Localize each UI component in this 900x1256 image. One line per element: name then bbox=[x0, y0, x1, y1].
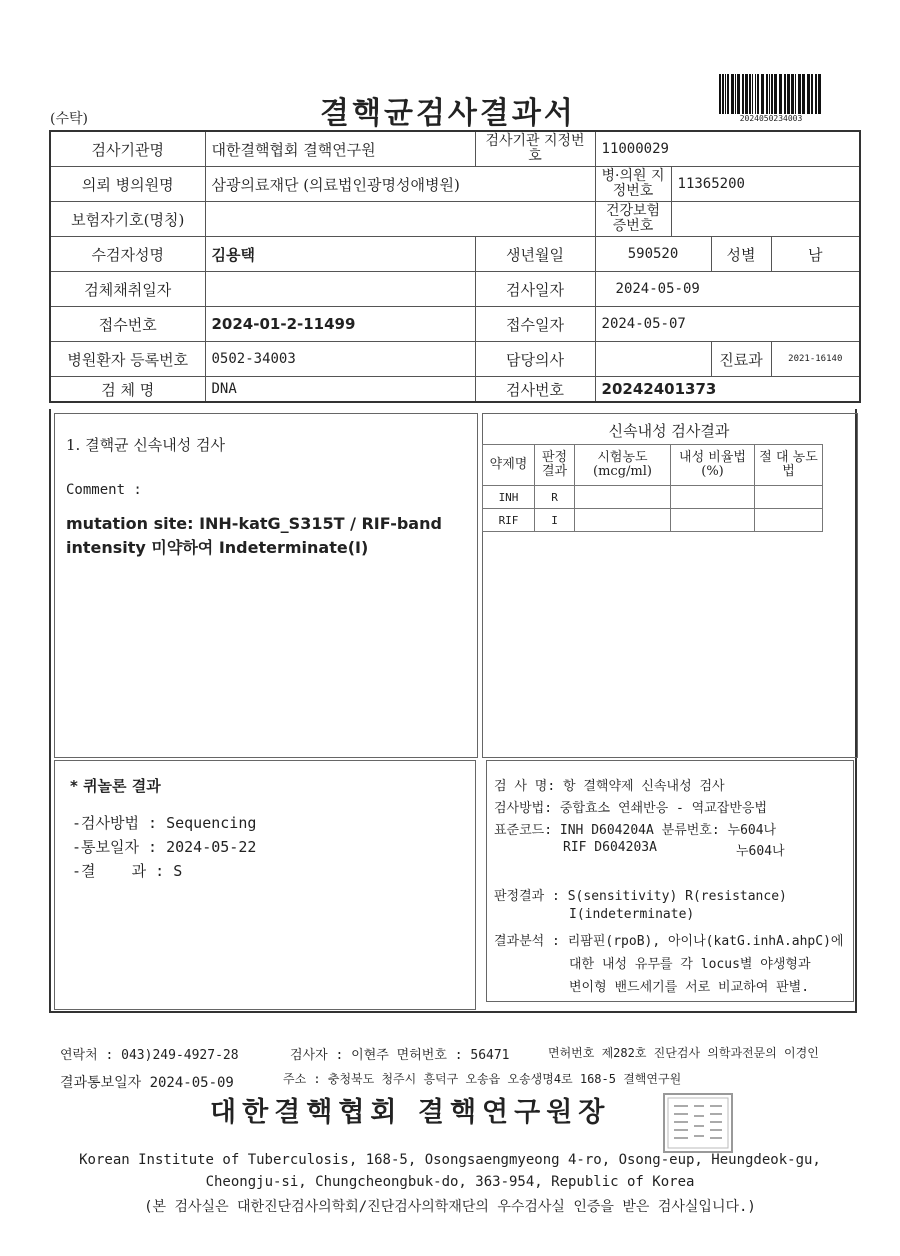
address-english-line2: Cheongju-si, Chungcheongbuk-do, 363-954, Republic of Korea bbox=[205, 1174, 695, 1190]
health-insurance-value bbox=[671, 202, 860, 237]
birth-date: 590520 bbox=[595, 237, 711, 272]
drug-name: RIF bbox=[483, 509, 535, 532]
lab-name: 대한결핵협회 결핵연구원 bbox=[205, 131, 475, 167]
tester-info: 검사자 : 이현주 면허번호 : 56471 bbox=[290, 1048, 510, 1063]
hospital-label: 의뢰 병의원명 bbox=[50, 167, 205, 202]
table-row bbox=[483, 486, 855, 509]
sex-label: 성별 bbox=[711, 237, 771, 272]
section-title: 1. 결핵균 신속내성 검사 bbox=[66, 436, 226, 454]
quinolone-result: -결 과 : S bbox=[72, 862, 183, 880]
barcode-number: 2024050234003 bbox=[739, 114, 803, 123]
lab-code: 11000029 bbox=[595, 131, 860, 167]
test-no: 20242401373 bbox=[595, 377, 860, 403]
hospital-name: 삼광의료재단 (의료법인광명성애병원) bbox=[205, 167, 595, 202]
patient-info-table bbox=[49, 130, 861, 403]
method-class-no-rif: 누604나 bbox=[736, 844, 785, 859]
receipt-no: 2024-01-2-11499 bbox=[205, 307, 475, 342]
dept-value: 2021-16140 bbox=[771, 342, 860, 377]
contact-info: 연락처 : 043)249-4927-28 bbox=[60, 1048, 239, 1063]
lab-label: 검사기관명 bbox=[50, 131, 205, 167]
col-header-drug: 약제명 bbox=[483, 445, 535, 486]
method-analysis-line2: 대한 내성 유무를 각 locus별 야생형과 bbox=[569, 957, 811, 972]
trust-label: (수탁) bbox=[50, 111, 88, 127]
method-std-code-rif: RIF D604203A bbox=[563, 840, 657, 855]
comment-line: mutation site: INH-katG_S315T / RIF-band bbox=[66, 514, 442, 533]
result-report-date: 결과통보일자 2024-05-09 bbox=[60, 1075, 234, 1091]
patient-reg-no: 0502-34003 bbox=[205, 342, 475, 377]
address-korean: 주소 : 충청북도 청주시 흥덕구 오송읍 오송생명4로 168-5 결핵연구원 bbox=[283, 1072, 682, 1086]
official-seal-icon bbox=[662, 1092, 734, 1154]
drug-concentration bbox=[575, 486, 671, 509]
drug-ratio bbox=[671, 486, 755, 509]
doctor-label: 담당의사 bbox=[475, 342, 595, 377]
doctor-name bbox=[595, 342, 711, 377]
rapid-test-panel bbox=[54, 413, 478, 758]
table-row bbox=[483, 509, 855, 532]
birth-label: 생년월일 bbox=[475, 237, 595, 272]
col-header-concentration: 시험농도 (mcg/ml) bbox=[575, 445, 671, 486]
quinolone-method: -검사방법 : Sequencing bbox=[72, 814, 257, 832]
quinolone-panel bbox=[54, 760, 476, 1010]
receipt-no-label: 접수번호 bbox=[50, 307, 205, 342]
barcode-icon bbox=[718, 74, 824, 114]
rapid-result-title: 신속내성 검사결과 bbox=[608, 422, 730, 440]
license-info: 면허번호 제282호 진단검사 의학과전문의 이경인 bbox=[548, 1046, 819, 1060]
drug-name: INH bbox=[483, 486, 535, 509]
test-date-label: 검사일자 bbox=[475, 272, 595, 307]
method-judgement: 판정결과 : S(sensitivity) R(resistance) bbox=[494, 889, 787, 904]
test-no-label: 검사번호 bbox=[475, 377, 595, 403]
quinolone-title: * 퀴놀론 결과 bbox=[70, 777, 161, 795]
specimen-value: DNA bbox=[205, 377, 475, 403]
comment-line: intensity 미약하여 Indeterminate(I) bbox=[66, 538, 369, 557]
drug-ratio bbox=[671, 509, 755, 532]
patient-name: 김용택 bbox=[205, 237, 475, 272]
drug-result-table bbox=[482, 444, 855, 532]
quinolone-report-date: -통보일자 : 2024-05-22 bbox=[72, 838, 257, 856]
col-header-result: 판정 결과 bbox=[535, 445, 575, 486]
drug-result: R bbox=[535, 486, 575, 509]
barcode bbox=[718, 74, 824, 123]
spacer-cell bbox=[823, 445, 855, 486]
receipt-date-label: 접수일자 bbox=[475, 307, 595, 342]
drug-absolute bbox=[755, 509, 823, 532]
collect-date bbox=[205, 272, 475, 307]
insured-value bbox=[205, 202, 595, 237]
spacer-cell bbox=[823, 486, 855, 509]
method-std-code: 표준코드: INH D604204A 분류번호: 누604나 bbox=[494, 823, 777, 838]
insured-label: 보험자기호(명칭) bbox=[50, 202, 205, 237]
method-analysis: 결과분석 : 리팜핀(rpoB), 아이나(katG.inhA.ahpC)에 bbox=[494, 934, 844, 949]
col-header-absolute: 절 대 농도법 bbox=[755, 445, 823, 486]
comment-label: Comment : bbox=[66, 482, 142, 498]
drug-absolute bbox=[755, 486, 823, 509]
certification-note: (본 검사실은 대한진단검사의학회/진단검사의학재단의 우수검사실 인증을 받은 검사실입니다.) bbox=[144, 1199, 756, 1215]
method-analysis-line3: 변이형 밴드세기를 서로 비교하여 판별. bbox=[569, 980, 810, 995]
method-test-method: 검사방법: 중합효소 연쇄반응 - 역교잡반응법 bbox=[494, 801, 768, 816]
comment-text bbox=[66, 512, 466, 560]
document-title: 결핵균검사결과서 bbox=[320, 96, 576, 131]
dept-label: 진료과 bbox=[711, 342, 771, 377]
address-english-line1: Korean Institute of Tuberculosis, 168-5, Osongsaengmyeong 4-ro, Osong-eup, Heungdeok-gu, bbox=[79, 1152, 821, 1168]
collect-date-label: 검체채취일자 bbox=[50, 272, 205, 307]
receipt-date: 2024-05-07 bbox=[595, 307, 860, 342]
drug-result: I bbox=[535, 509, 575, 532]
lab-code-label: 검사기관 지정번호 bbox=[475, 131, 595, 167]
patient-label: 수검자성명 bbox=[50, 237, 205, 272]
hospital-code-label: 병·의원 지정번호 bbox=[595, 167, 671, 202]
health-insurance-label: 건강보험 증번호 bbox=[595, 202, 671, 237]
spacer-cell bbox=[823, 509, 855, 532]
specimen-label: 검 체 명 bbox=[50, 377, 205, 403]
test-date: 2024-05-09 bbox=[595, 272, 860, 307]
method-test-name: 검 사 명: 항 결핵약제 신속내성 검사 bbox=[494, 779, 725, 794]
hospital-code: 11365200 bbox=[671, 167, 860, 202]
organization-name: 대한결핵협회 결핵연구원장 bbox=[210, 1097, 611, 1128]
drug-concentration bbox=[575, 509, 671, 532]
col-header-ratio: 내성 비율법(%) bbox=[671, 445, 755, 486]
sex-value: 남 bbox=[771, 237, 860, 272]
patient-reg-label: 병원환자 등록번호 bbox=[50, 342, 205, 377]
method-judgement-indeterminate: I(indeterminate) bbox=[569, 907, 695, 922]
